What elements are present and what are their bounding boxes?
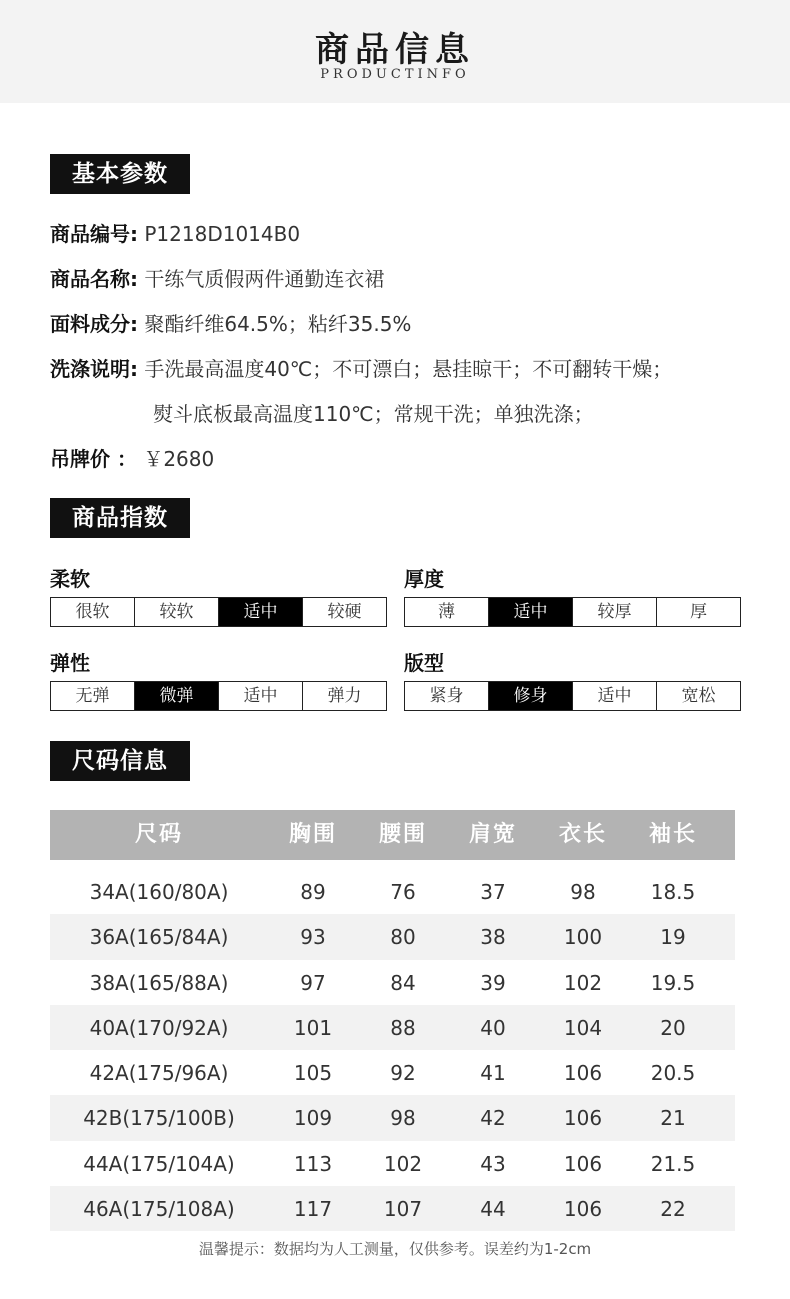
table-cell: 38A(165/88A) xyxy=(89,970,229,995)
table-cell: 106 xyxy=(563,1197,603,1222)
scale-option: 较硬 xyxy=(303,598,386,626)
scale-option: 适中 xyxy=(489,598,573,626)
table-row xyxy=(50,1186,735,1231)
param-label: 吊牌价 ： xyxy=(50,447,137,471)
table-cell: 105 xyxy=(293,1061,333,1086)
table-cell: 37 xyxy=(480,880,506,904)
scale-option: 较厚 xyxy=(573,598,657,626)
table-cell: 102 xyxy=(563,970,603,995)
size-table xyxy=(50,810,735,1231)
table-cell: 42B(175/100B) xyxy=(83,1106,235,1131)
scale-option: 厚 xyxy=(657,598,740,626)
scale-option: 适中 xyxy=(219,598,303,626)
section-basic-params: 基本参数 xyxy=(50,154,190,194)
param-label: 洗涤说明: xyxy=(50,357,138,381)
param-washing xyxy=(50,354,672,384)
table-body xyxy=(50,869,735,1231)
index-scale-softness xyxy=(50,597,387,627)
table-cell: 46A(175/108A) xyxy=(83,1197,235,1222)
param-label: 商品名称: xyxy=(50,267,138,291)
param-value: 聚酯纤维64.5%；粘纤35.5% xyxy=(144,312,412,336)
table-cell: 42 xyxy=(480,1106,506,1131)
param-material xyxy=(50,309,411,339)
table-cell: 20 xyxy=(660,1015,686,1040)
page-header xyxy=(0,0,790,103)
table-cell: 19.5 xyxy=(650,970,696,995)
table-cell: 106 xyxy=(563,1061,603,1086)
table-cell: 36A(165/84A) xyxy=(89,925,229,950)
table-cell: 18.5 xyxy=(650,880,696,904)
table-row xyxy=(50,1095,735,1140)
index-scale-fit xyxy=(404,681,741,711)
table-cell: 98 xyxy=(390,1106,416,1131)
table-cell: 39 xyxy=(480,970,506,995)
table-cell: 43 xyxy=(480,1151,506,1176)
param-product-code xyxy=(50,219,300,249)
column-header: 腰围 xyxy=(378,822,427,847)
scale-option: 适中 xyxy=(573,682,657,710)
table-cell: 34A(160/80A) xyxy=(89,880,229,904)
table-row xyxy=(50,914,735,959)
table-cell: 40 xyxy=(480,1015,506,1040)
table-cell: 104 xyxy=(563,1015,603,1040)
table-cell: 89 xyxy=(300,880,326,904)
scale-option: 弹力 xyxy=(303,682,386,710)
param-value: 手洗最高温度40℃；不可漂白；悬挂晾干；不可翻转干燥； xyxy=(144,357,673,381)
table-cell: 21.5 xyxy=(650,1151,696,1176)
scale-option: 薄 xyxy=(405,598,489,626)
table-cell: 84 xyxy=(390,970,416,995)
table-row xyxy=(50,1050,735,1095)
param-value: P1218D1014B0 xyxy=(144,222,301,246)
column-header: 肩宽 xyxy=(468,822,517,847)
section-size-info: 尺码信息 xyxy=(50,741,190,781)
table-cell: 107 xyxy=(383,1197,423,1222)
table-cell: 98 xyxy=(570,880,596,904)
page-title: 商品信息 xyxy=(315,30,475,70)
table-cell: 76 xyxy=(390,880,416,904)
column-header: 衣长 xyxy=(558,822,607,847)
scale-option: 修身 xyxy=(489,682,573,710)
table-cell: 21 xyxy=(660,1106,686,1131)
param-value: ￥2680 xyxy=(143,447,215,471)
column-header: 胸围 xyxy=(288,822,337,847)
table-cell: 40A(170/92A) xyxy=(89,1015,229,1040)
table-cell: 106 xyxy=(563,1151,603,1176)
table-cell: 109 xyxy=(293,1106,333,1131)
column-header: 尺码 xyxy=(134,822,183,847)
table-cell: 97 xyxy=(300,970,326,995)
table-cell: 100 xyxy=(563,925,603,950)
table-cell: 38 xyxy=(480,925,506,950)
scale-option: 无弹 xyxy=(51,682,135,710)
index-label-thickness: 厚度 xyxy=(404,567,444,591)
table-cell: 88 xyxy=(390,1015,416,1040)
table-header-row xyxy=(50,810,735,860)
table-cell: 19 xyxy=(660,925,686,950)
table-cell: 93 xyxy=(300,925,326,950)
table-cell: 20.5 xyxy=(650,1061,696,1086)
scale-option: 较软 xyxy=(135,598,219,626)
scale-option: 适中 xyxy=(219,682,303,710)
table-cell: 22 xyxy=(660,1197,686,1222)
index-label-fit: 版型 xyxy=(404,651,444,675)
scale-option: 微弹 xyxy=(135,682,219,710)
table-cell: 101 xyxy=(293,1015,333,1040)
index-scale-elasticity xyxy=(50,681,387,711)
table-row xyxy=(50,960,735,1005)
section-product-index: 商品指数 xyxy=(50,498,190,538)
param-washing-continued: 熨斗底板最高温度110℃；常规干洗；单独洗涤； xyxy=(153,402,594,426)
param-price xyxy=(50,444,214,474)
table-cell: 102 xyxy=(383,1151,423,1176)
page-subtitle: PRODUCTINFO xyxy=(320,67,470,82)
param-label: 面料成分: xyxy=(50,312,138,336)
scale-option: 很软 xyxy=(51,598,135,626)
table-cell: 44 xyxy=(480,1197,506,1222)
table-cell: 117 xyxy=(293,1197,333,1222)
table-cell: 113 xyxy=(293,1151,333,1176)
param-value: 干练气质假两件通勤连衣裙 xyxy=(144,267,385,291)
table-cell: 41 xyxy=(480,1061,506,1086)
table-cell: 44A(175/104A) xyxy=(83,1151,235,1176)
table-row xyxy=(50,1141,735,1186)
table-cell: 92 xyxy=(390,1061,416,1086)
index-label-softness: 柔软 xyxy=(50,567,90,591)
scale-option: 紧身 xyxy=(405,682,489,710)
index-label-elasticity: 弹性 xyxy=(50,651,90,675)
table-cell: 42A(175/96A) xyxy=(89,1061,229,1086)
table-row xyxy=(50,869,735,914)
param-product-name xyxy=(50,264,384,294)
table-cell: 80 xyxy=(390,925,416,950)
scale-option: 宽松 xyxy=(657,682,740,710)
table-row xyxy=(50,1005,735,1050)
param-label: 商品编号: xyxy=(50,222,138,246)
index-scale-thickness xyxy=(404,597,741,627)
table-cell: 106 xyxy=(563,1106,603,1131)
column-header: 袖长 xyxy=(648,822,697,847)
measurement-note: 温馨提示：数据均为人工测量，仅供参考。误差约为1-2cm xyxy=(198,1240,592,1258)
